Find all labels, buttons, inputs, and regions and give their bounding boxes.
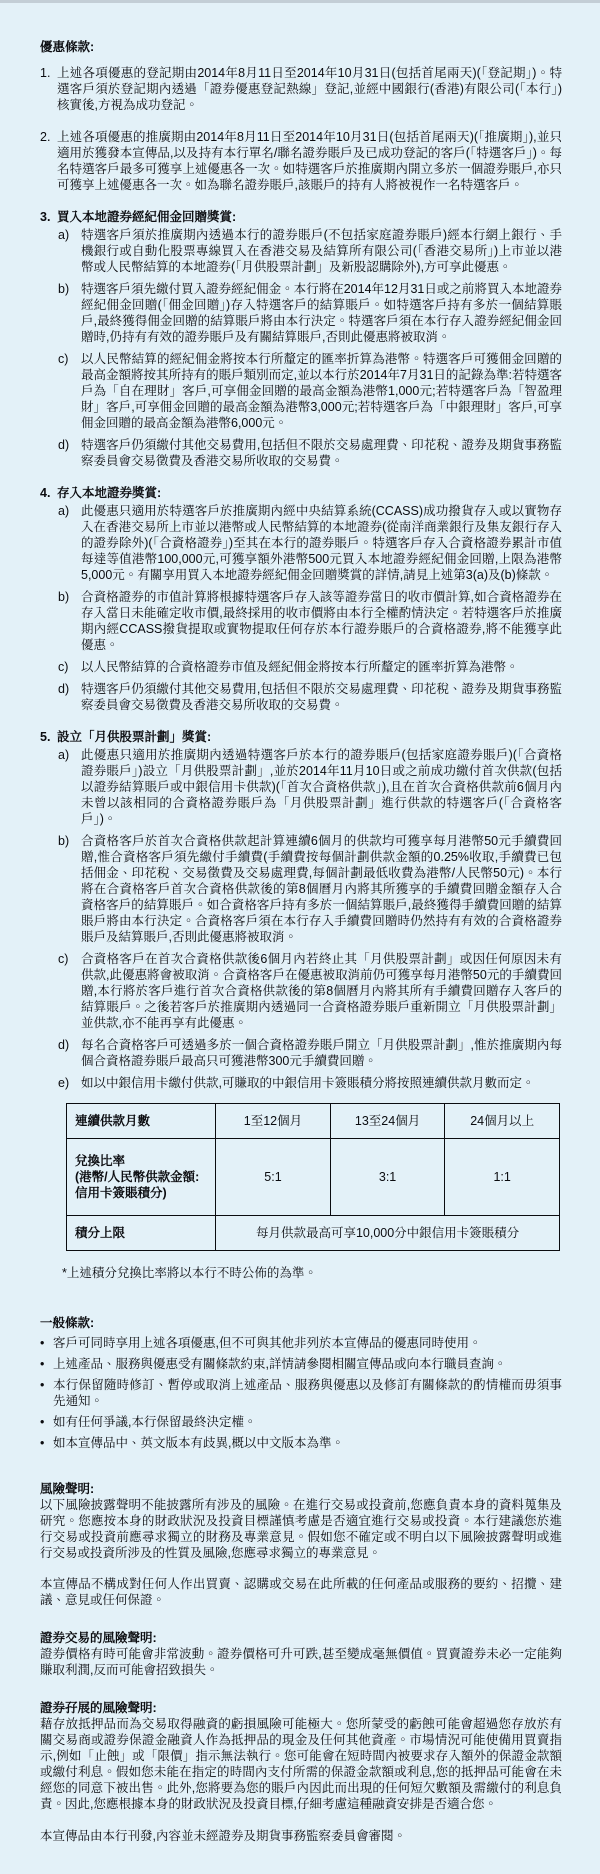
sub-item-3d-letter: d) <box>58 438 70 452</box>
sub-item-5b-letter: b) <box>58 834 70 848</box>
term-item-1-text: 上述各項優惠的登記期由2014年8月11日至2014年10月31日(包括首尾兩天)(「登記期」)。特選客戶須於登記期內透過「證券優惠登記熱線」登記,並經中國銀行(香港)有限公司(「本行」)核實後,方視為成功登記。 <box>57 66 562 112</box>
sub-item-4c <box>58 659 562 675</box>
general-term-bullet-2 <box>40 1356 562 1372</box>
sub-item-5a-letter: a) <box>58 748 70 762</box>
table-header-months: 連續供款月數 <box>67 1104 216 1139</box>
risk-statement-body: 以下風險披露聲明不能披露所有涉及的風險。在進行交易或投資前,您應負責本身的資料蒐集及研究。您應按本身的財政狀況及投資目標謹慎考慮是否適宜進行交易或投資。本行建議您於進行交易或投資前應尋求獨立的財務及專業意見。假如您不確定或不明白以下風險披露聲明或進行交易或投資所涉及的性質及風險,您應尋求獨立的專業意見。 <box>40 1498 562 1560</box>
sub-item-5d-letter: d) <box>58 1038 70 1052</box>
no-offer-disclaimer: 本宣傳品不構成對任何人作出買賣、認購或交易在此所載的任何產品或服務的要約、招攬、建議、意見或任何保證。 <box>40 1577 562 1607</box>
sub-item-5c <box>58 951 562 1031</box>
term-item-5-heading <box>40 729 562 745</box>
promo-terms-document <box>0 3 600 1874</box>
table-ratio-label <box>67 1139 216 1216</box>
general-term-bullet-1-text: 客戶可同時享用上述各項優惠,但不可與其他非列於本宣傳品的優惠同時使用。 <box>53 1336 482 1350</box>
sub-item-4c-text: 以人民幣結算的合資格證券市值及經紀佣金將按本行所釐定的匯率折算為港幣。 <box>81 660 519 674</box>
sub-item-5e-letter: e) <box>58 1076 70 1090</box>
general-term-bullet-3 <box>40 1377 562 1409</box>
sub-item-3a-text: 特選客戶須於推廣期內透過本行的證券賬戶(不包括家庭證券賬戶)經本行網上銀行、手機銀行或自動化股票專線買入在香港交易及結算所有限公司(「香港交易所」)上市並以港幣或人民幣結算的本地證券(「月供股票計劃」及新股認購除外),方可享此優惠。 <box>81 228 562 274</box>
sub-item-4c-letter: c) <box>58 660 69 674</box>
section5-subitems <box>58 747 562 1091</box>
sub-item-5c-letter: c) <box>58 952 69 966</box>
sub-item-3b-text: 特選客戶須先繳付買入證券經紀佣金。本行將在2014年12月31日或之前將買入本地證券經紀佣金回贈(「佣金回贈」)存入特選客戶的結算賬戶。如特選客戶持有多於一個結算賬戶,最終獲得佣金回贈的結算賬戶將由本行決定。特選客戶須在本行存入證券經紀佣金回贈時,仍持有有效的證券賬戶及有關結算賬戶,否則此優惠將被取消。 <box>81 282 562 344</box>
sub-item-4a-text: 此優惠只適用於特選客戶於推廣期內經中央結算系統(CCASS)成功撥貨存入或以實物存入在香港交易所上市並以港幣或人民幣結算的本地證券(從南洋商業銀行及集友銀行存入的證券除外)(「合資格證券」)至其在本行的證券賬戶。特選客戶存入合資格證券累計市值每達等值港幣100,000元,可獲享額外港幣500元買入本地證券經紀佣金回贈,上限為港幣5,000元。有關享用買入本地證券經紀佣金回贈獎賞的詳情,請見上述第3(a)及(b)條款。 <box>81 504 562 582</box>
term-item-3-title: 買入本地證券經紀佣金回贈獎賞: <box>57 210 237 224</box>
sub-item-5b-text: 合資格客戶於首次合資格供款起計算連續6個月的供款均可獲享每月港幣50元手續費回贈,惟合資格客戶須先繳付手續費(手續費按每個計劃供款金額的0.25%收取,手續費已包括佣金、印花稅、交易徵費及交易處理費,每個計劃最低收費為港幣/人民幣50元)。本行將在合資格客戶首次合資格供款後的第8個曆月內將其所獲享的手續費回贈金額存入合資格客戶的結算賬戶。如合資格客戶持有多於一個結算賬戶,最終獲得手續費回贈的結算賬戶將由本行決定。合資格客戶須在本行存入手續費回贈時仍然持有有效的合資格證券賬戶及結算賬戶,否則此優惠將被取消。 <box>81 834 562 944</box>
points-table-footnote: *上述積分兌換比率將以本行不時公佈的為準。 <box>62 1266 317 1280</box>
table-header-row <box>67 1104 560 1139</box>
sub-item-5c-text: 合資格客戶在首次合資格供款後6個月內若終止其「月供股票計劃」或因任何原因未有供款,此優惠將會被取消。合資格客戶在優惠被取消前仍可獲享每月港幣50元的手續費回贈,本行將於客戶進行首次合資格供款後的第8個曆月內將其所有手續費回贈存入客戶的結算賬戶。之後若客戶於推廣期內透過同一合資格證券賬戶重新開立「月供股票計劃」並供款,亦不能再享有此優惠。 <box>81 952 562 1030</box>
section4-subitems <box>58 503 562 713</box>
table-header-13to24: 13至24個月 <box>330 1104 445 1139</box>
sub-item-4b <box>58 589 562 653</box>
risk-statement-heading: 風險聲明: <box>40 1482 95 1496</box>
bullet-marker: • <box>40 1336 45 1350</box>
general-term-bullet-3-text: 本行保留隨時修訂、暫停或取消上述產品、服務與優惠以及修訂有關條款的酌情權而毋須事先通知。 <box>53 1378 562 1408</box>
term-item-5-title: 設立「月供股票計劃」獎賞: <box>57 730 212 744</box>
term-item-4-title: 存入本地證券獎賞: <box>57 486 162 500</box>
sub-item-5b <box>58 833 562 945</box>
general-term-bullet-5 <box>40 1435 562 1451</box>
term-item-1-number: 1. <box>40 66 51 80</box>
sub-item-3b <box>58 281 562 345</box>
sub-item-5d-text: 每名合資格客戶可透過多於一個合資格證券賬戶開立「月供股票計劃」,惟於推廣期內每個合資格證券賬戶最高只可獲港幣300元手續費回贈。 <box>81 1038 562 1068</box>
section3-subitems <box>58 227 562 469</box>
term-item-3-number: 3. <box>40 210 51 224</box>
table-ratio-label-line3: 信用卡簽賬積分) <box>75 1186 167 1200</box>
sub-item-3a-letter: a) <box>58 228 70 242</box>
term-item-2 <box>40 129 562 193</box>
sub-item-3d-text: 特選客戶仍須繳付其他交易費用,包括但不限於交易處理費、印花稅、證券及期貨事務監察委員會交易徵費及香港交易所收取的交易費。 <box>81 438 562 468</box>
bullet-marker: • <box>40 1415 45 1429</box>
term-item-2-number: 2. <box>40 130 51 144</box>
sub-item-4d <box>58 681 562 713</box>
table-ratio-value-2: 3:1 <box>330 1139 445 1216</box>
table-cap-value: 每月供款最高可享10,000分中銀信用卡簽賬積分 <box>216 1216 560 1251</box>
table-header-1to12: 1至12個月 <box>216 1104 331 1139</box>
table-cap-label: 積分上限 <box>67 1216 216 1251</box>
sub-item-4b-text: 合資格證券的市值計算將根據特選客戶存入該等證券當日的收市價計算,如合資格證券在存入當日未能確定收市價,最終採用的收市價將由本行全權酌情決定。若特選客戶於推廣期內經CCASS撥貨提取或實物提取任何存於本行證券賬戶的合資格證券,將不能獲享此優惠。 <box>81 590 562 652</box>
table-cap-row <box>67 1216 560 1251</box>
general-term-bullet-2-text: 上述產品、服務與優惠受有關條款約束,詳情請參閱相關宣傳品或向本行職員查詢。 <box>53 1357 507 1371</box>
sub-item-5e-text: 如以中銀信用卡繳付供款,可賺取的中銀信用卡簽賬積分將按照連續供款月數而定。 <box>81 1076 535 1090</box>
table-ratio-label-line2: (港幣/人民幣供款金額: <box>75 1170 200 1184</box>
sub-item-3c-text: 以人民幣結算的經紀佣金將按本行所釐定的匯率折算為港幣。特選客戶可獲佣金回贈的最高金額將按其所持有的賬戶類別而定,並以本行於2014年7月31日的記錄為準:若特選客戶為「自在理財」客戶,可享佣金回贈的最高金額為港幣1,000元;若特選客戶為「智盈理財」客戶,可享佣金回贈的最高金額為港幣3,000元;若特選客戶為「中銀理財」客戶,可享佣金回贈的最高金額為港幣6,000元。 <box>81 352 562 430</box>
term-item-4-heading <box>40 485 562 501</box>
bullet-marker: • <box>40 1436 45 1450</box>
securities-trading-risk-body: 證券價格有時可能會非常波動。證券價格可升可跌,甚至變成毫無價值。買賣證券未必一定能夠賺取利潤,反而可能會招致損失。 <box>40 1647 562 1677</box>
term-item-1 <box>40 65 562 113</box>
margin-trading-risk-body: 藉存放抵押品而為交易取得融資的虧損風險可能極大。您所蒙受的虧蝕可能會超過您存放於有關交易商或證券保證金融資人作為抵押品的現金及任何其他資產。市場情況可能使備用買賣指示,例如「止蝕」或「限價」指示無法執行。您可能會在短時間內被要求存入額外的保證金款額或繳付利息。假如您未能在指定的時間內支付所需的保證金款額或利息,您的抵押品可能會在未經您的同意下被出售。此外,您將要為您的賬戶內因此而出現的任何短欠數額及需繳付的利息負責。因此,您應根據本身的財政狀況及投資目標,仔細考慮這種融資安排是否適合您。 <box>40 1717 562 1811</box>
points-conversion-table <box>66 1103 560 1251</box>
general-term-bullet-4 <box>40 1414 562 1430</box>
sub-item-4a-letter: a) <box>58 504 70 518</box>
sub-item-3d <box>58 437 562 469</box>
sub-item-3b-letter: b) <box>58 282 70 296</box>
sub-item-3c-letter: c) <box>58 352 69 366</box>
sub-item-3c <box>58 351 562 431</box>
term-item-2-text: 上述各項優惠的推廣期由2014年8月11日至2014年10月31日(包括首尾兩天)(「推廣期」),並只適用於獲發本宣傳品,以及持有本行單名/聯名證券賬戶及已成功登記的客戶(「特選客戶」)。每名特選客戶最多可獲享上述優惠各一次。如特選客戶於推廣期內開立多於一個證券賬戶,亦只可獲享上述優惠各一次。如為聯名證券賬戶,該賬戶的持有人將被視作一名特選客戶。 <box>57 130 562 192</box>
general-term-bullet-5-text: 如本宣傳品中、英文版本有歧異,概以中文版本為準。 <box>53 1436 344 1450</box>
publication-disclaimer: 本宣傳品由本行刊發,內容並未經證券及期貨事務監察委員會審閱。 <box>40 1829 406 1843</box>
sub-item-4d-text: 特選客戶仍須繳付其他交易費用,包括但不限於交易處理費、印花稅、證券及期貨事務監察委員會交易徵費及香港交易所收取的交易費。 <box>81 682 562 712</box>
sub-item-5a-text: 此優惠只適用於推廣期內透過特選客戶於本行的證券賬戶(包括家庭證券賬戶)(「合資格證券賬戶」)設立「月供股票計劃」,並於2014年11月10日或之前成功繳付首次供款(包括以證券結算賬戶或中銀信用卡供款)(「首次合資格供款」),且在首次合資格供款前6個月內未曾以該相同的合資格證券賬戶為「月供股票計劃」進行供款的特選客戶(「合資格客戶」)。 <box>81 748 562 826</box>
table-ratio-row <box>67 1139 560 1216</box>
sub-item-4b-letter: b) <box>58 590 70 604</box>
term-item-4-number: 4. <box>40 486 51 500</box>
general-term-bullet-1 <box>40 1335 562 1351</box>
general-terms-heading: 一般條款: <box>40 1316 95 1330</box>
bullet-marker: • <box>40 1357 45 1371</box>
sub-item-4d-letter: d) <box>58 682 70 696</box>
securities-trading-risk-heading: 證券交易的風險聲明: <box>40 1631 157 1645</box>
sub-item-5e <box>58 1075 562 1091</box>
table-ratio-value-3: 1:1 <box>445 1139 560 1216</box>
bullet-marker: • <box>40 1378 45 1392</box>
sub-item-3a <box>58 227 562 275</box>
sub-item-4a <box>58 503 562 583</box>
offer-terms-heading: 優惠條款: <box>40 40 95 54</box>
sub-item-5a <box>58 747 562 827</box>
term-item-5-number: 5. <box>40 730 51 744</box>
table-header-over24: 24個月以上 <box>445 1104 560 1139</box>
sub-item-5d <box>58 1037 562 1069</box>
margin-trading-risk-heading: 證券孖展的風險聲明: <box>40 1701 157 1715</box>
table-ratio-value-1: 5:1 <box>216 1139 331 1216</box>
table-ratio-label-line1: 兌換比率 <box>75 1154 126 1168</box>
term-item-3-heading <box>40 209 562 225</box>
general-term-bullet-4-text: 如有任何爭議,本行保留最終決定權。 <box>53 1415 257 1429</box>
